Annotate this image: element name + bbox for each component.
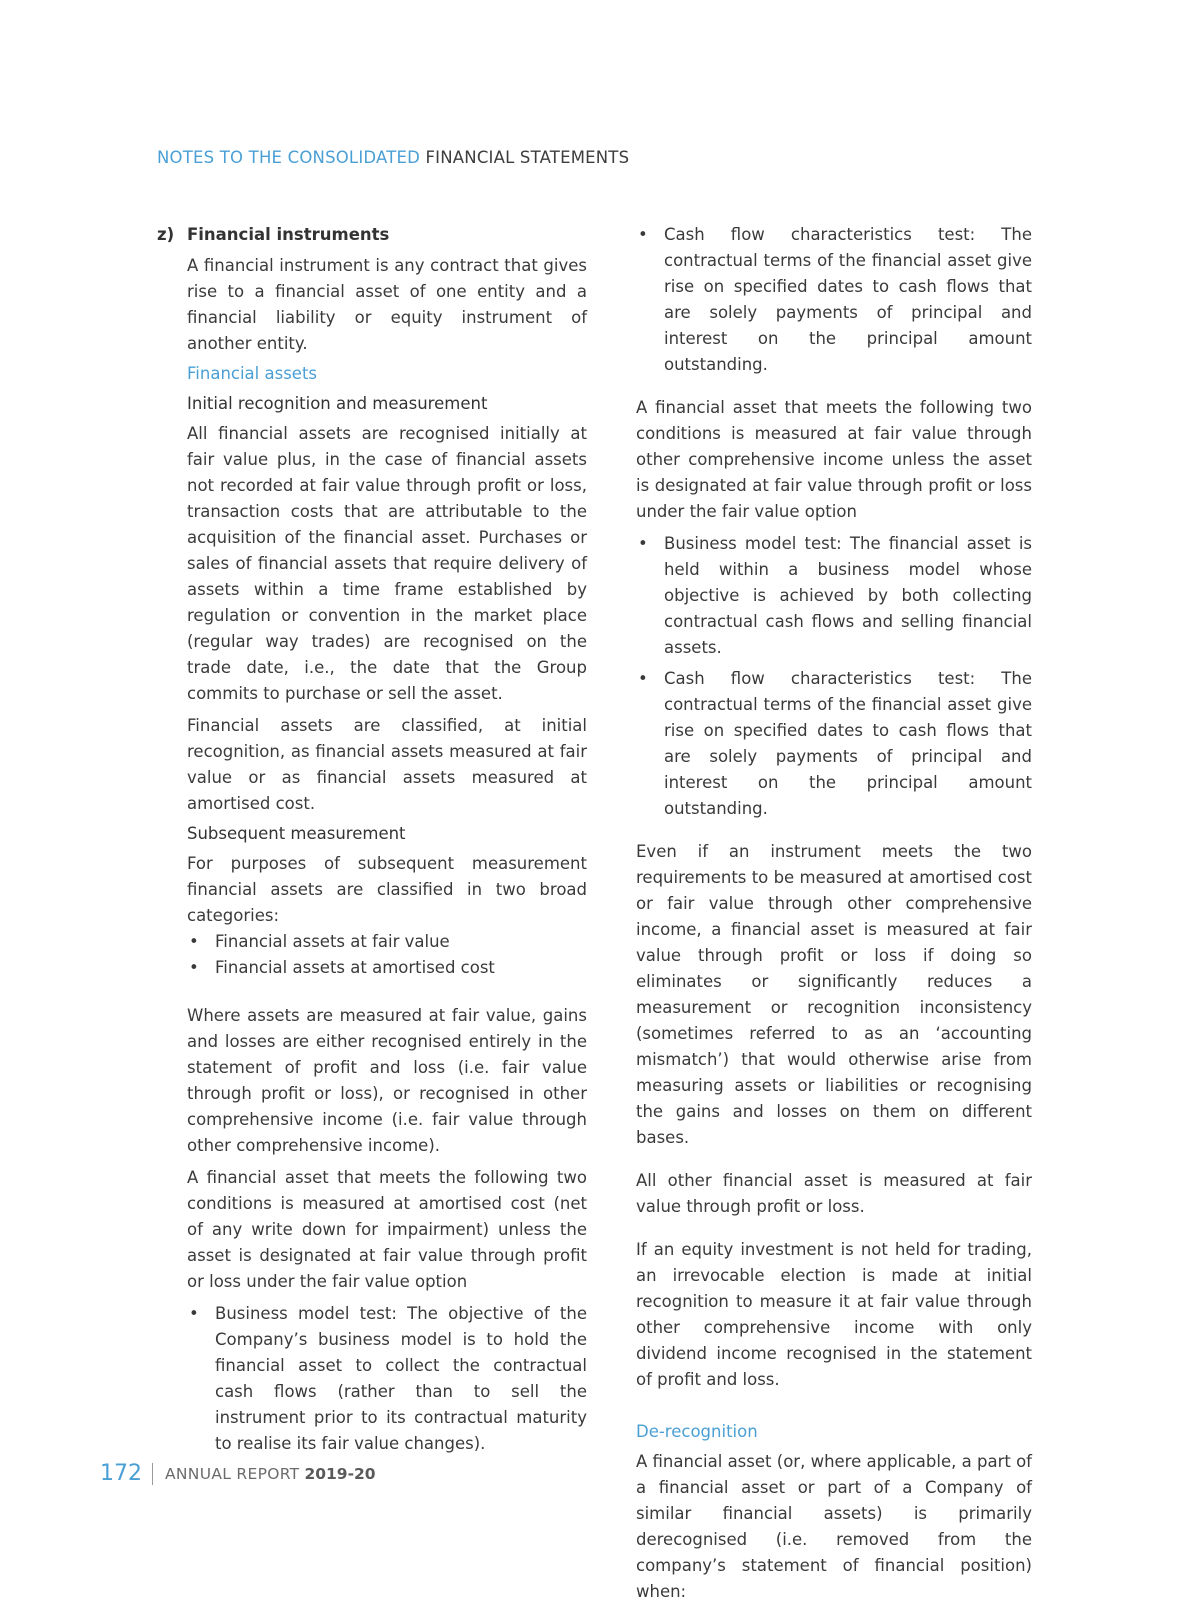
continued-conditions-list <box>636 222 1032 378</box>
amortised-conditions-list <box>187 1301 587 1457</box>
derecognition-paragraph: A financial asset (or, where applicable, a part of a financial asset or part of a Company of similar financial assets) is primarily derecognised (i.e. removed from the company’s statement of financial position) when: <box>636 1452 1032 1601</box>
section-number: z) <box>157 225 175 244</box>
fair-value-paragraph: Where assets are measured at fair value, gains and losses are either recognised entirely in the statement of profit and loss (i.e. fair value through profit or loss), or recognised in other comprehensive income (i.e. fair value through other comprehensive income). <box>187 1006 587 1155</box>
fvoci-conditions-list <box>636 531 1032 822</box>
initial-recognition-heading: Initial recognition and measurement <box>187 394 488 413</box>
list-item: • Business model test: The objective of the Company’s business model is to hold the financial asset to collect the contractual cash flows (rather than to sell the instrument prior to its contractual maturity to realise its fair value changes). <box>187 1301 587 1457</box>
header-title: FINANCIAL STATEMENTS <box>425 148 630 167</box>
list-item: • Cash flow characteristics test: The contractual terms of the financial asset give rise on specified dates to cash flows that are solely payments of principal and interest on the principal amount outstanding. <box>636 666 1032 822</box>
report-label: ANNUAL REPORT <box>165 1464 300 1483</box>
page-footer <box>100 1461 376 1486</box>
equity-investment-paragraph: If an equity investment is not held for trading, an irrevocable election is made at initial recognition to measure it at fair value through other comprehensive income with only dividend income recognised in the statement of profit and loss. <box>636 1240 1032 1389</box>
list-item: • Financial assets at amortised cost <box>187 955 587 981</box>
section-title: Financial instruments <box>187 225 390 244</box>
subsequent-paragraph: For purposes of subsequent measurement financial assets are classified in two broad categories: <box>187 854 587 925</box>
list-item: • Business model test: The financial asset is held within a business model whose objective is achieved by both collecting contractual cash flows and selling financial assets. <box>636 531 1032 661</box>
categories-list <box>187 929 587 981</box>
list-item: • Cash flow characteristics test: The contractual terms of the financial asset give rise on specified dates to cash flows that are solely payments of principal and interest on the principal amount outstanding. <box>636 222 1032 378</box>
subsequent-measurement-heading: Subsequent measurement <box>187 824 406 843</box>
page-header <box>157 148 629 167</box>
section-heading <box>157 222 587 248</box>
intro-paragraph: A financial instrument is any contract that gives rise to a financial asset of one entity and a financial liability or equity instrument of another entity. <box>187 256 587 353</box>
initial-recognition-paragraph: All financial assets are recognised initially at fair value plus, in the case of financial assets not recorded at fair value through profit or loss, transaction costs that are attributable to the acquisition of the financial asset. Purchases or sales of financial assets that require delivery of assets within a time frame established by regulation or convention in the market place (regular way trades) are recognised on the trade date, i.e., the date that the Group commits to purchase or sell the asset. <box>187 424 587 703</box>
report-year: 2019-20 <box>304 1464 376 1483</box>
list-item: • Financial assets at fair value <box>187 929 587 955</box>
footer-divider <box>152 1463 153 1485</box>
derecognition-heading: De-recognition <box>636 1422 758 1441</box>
header-accent: NOTES TO THE CONSOLIDATED <box>157 148 421 167</box>
classification-paragraph: Financial assets are classified, at initial recognition, as financial assets measured at fair value or as financial assets measured at amortised cost. <box>187 716 587 813</box>
even-if-paragraph: Even if an instrument meets the two requirements to be measured at amortised cost or fair value through other comprehensive income, a financial asset is measured at fair value through profit or loss if doing so eliminates or significantly reduces a measurement or recognition inconsistency (sometimes referred to as an ‘accounting mismatch’) that would otherwise arise from measuring assets or liabilities or recognising the gains and losses on them on different bases. <box>636 842 1032 1147</box>
page-number: 172 <box>100 1461 142 1486</box>
all-other-paragraph: All other financial asset is measured at fair value through profit or loss. <box>636 1171 1032 1216</box>
fvoci-paragraph: A financial asset that meets the following two conditions is measured at fair value through other comprehensive income unless the asset is designated at fair value through profit or loss under the fair value option <box>636 398 1032 521</box>
left-column <box>157 222 587 1457</box>
financial-assets-heading: Financial assets <box>187 364 318 383</box>
section-body <box>187 253 587 1457</box>
amortised-cost-paragraph: A financial asset that meets the following two conditions is measured at amortised cost (net of any write down for impairment) unless the asset is designated at fair value through profit or loss under the fair value option <box>187 1168 587 1291</box>
right-column <box>636 222 1032 1605</box>
